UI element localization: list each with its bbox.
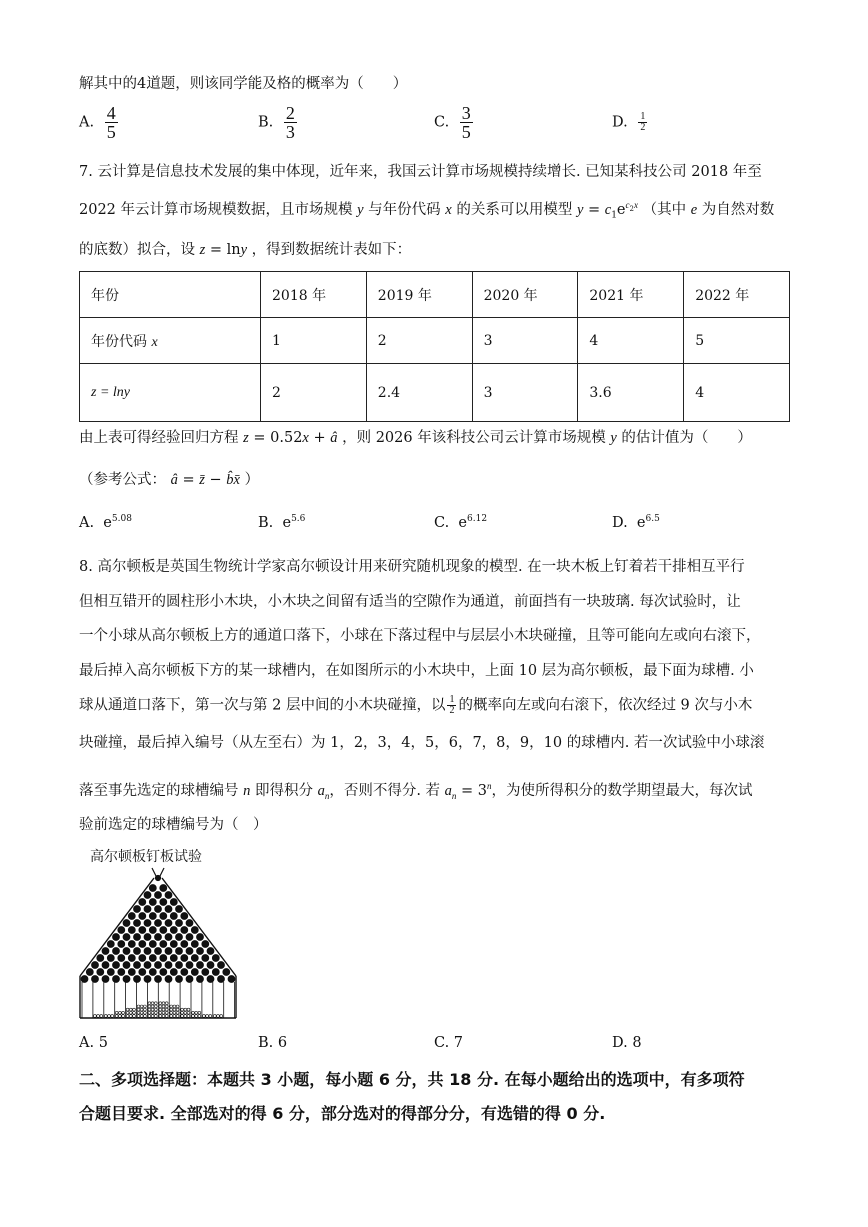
- peg: [123, 962, 130, 969]
- peg: [92, 976, 99, 983]
- ball: [176, 1005, 179, 1008]
- ball: [133, 1008, 136, 1011]
- figure-title: 高尔顿板钉板试验: [90, 849, 202, 865]
- table-cell: 3: [472, 318, 578, 364]
- peg: [202, 955, 209, 962]
- ball: [187, 1015, 190, 1018]
- ball: [162, 1005, 165, 1008]
- ball: [176, 1008, 179, 1011]
- q8-option-c[interactable]: C. 7: [434, 1035, 464, 1051]
- peg: [118, 941, 125, 948]
- table-cell: 年份: [80, 272, 261, 318]
- peg: [202, 969, 209, 976]
- peg: [165, 962, 172, 969]
- peg: [186, 976, 193, 983]
- ball: [154, 1011, 157, 1014]
- ball: [148, 1005, 151, 1008]
- peg: [165, 906, 172, 913]
- peg: [123, 934, 130, 941]
- peg: [170, 927, 177, 934]
- section-2-heading: 二、多项选择题：本题共 3 小题，每小题 6 分，共 18 分. 在每小题给出的选项中，有多项符: [79, 1070, 745, 1089]
- peg: [176, 962, 183, 969]
- peg: [107, 969, 114, 976]
- ball: [173, 1005, 176, 1008]
- ball: [129, 1008, 132, 1011]
- ball: [209, 1015, 212, 1018]
- peg: [170, 969, 177, 976]
- peg: [139, 955, 146, 962]
- table-cell: 2018 年: [261, 272, 367, 318]
- ball: [184, 1008, 187, 1011]
- ball: [111, 1015, 114, 1018]
- peg: [149, 913, 156, 920]
- peg: [128, 969, 135, 976]
- q7-line-4: 由上表可得经验回归方程 z = 0.52x + â ，则 2026 年该科技公司云计算市场规模 y 的估计值为（ ）: [79, 430, 752, 446]
- ball: [165, 1015, 168, 1018]
- table-row: [80, 318, 790, 364]
- peg: [176, 948, 183, 955]
- peg: [149, 899, 156, 906]
- ball: [148, 1011, 151, 1014]
- peg: [170, 899, 177, 906]
- ball: [176, 1011, 179, 1014]
- peg: [92, 962, 99, 969]
- ball: [140, 1008, 143, 1011]
- q7-option-c[interactable]: C. $e^{6.12}$: [434, 514, 488, 531]
- peg: [202, 941, 209, 948]
- peg: [186, 934, 193, 941]
- ball: [159, 1002, 162, 1005]
- peg: [207, 976, 214, 983]
- peg: [134, 976, 141, 983]
- ball: [170, 1005, 173, 1008]
- ball: [100, 1015, 103, 1018]
- ball: [151, 1011, 154, 1014]
- table-cell: 2: [366, 318, 472, 364]
- table-cell: 年份代码 x: [80, 318, 261, 364]
- peg: [165, 892, 172, 899]
- q7-line-3: 的底数）拟合，设 z = lny ，得到数据统计表如下：: [79, 242, 412, 258]
- peg: [191, 955, 198, 962]
- ball: [176, 1015, 179, 1018]
- table-cell: 4: [684, 364, 790, 422]
- peg: [149, 941, 156, 948]
- ball: [154, 1005, 157, 1008]
- ball: [170, 1015, 173, 1018]
- ball: [140, 1011, 143, 1014]
- table-cell: 3: [472, 364, 578, 422]
- ball: [220, 1015, 223, 1018]
- peg: [128, 927, 135, 934]
- peg: [134, 906, 141, 913]
- ball: [122, 1015, 125, 1018]
- peg: [155, 906, 162, 913]
- q7-line-5: （参考公式： â = z̄ − b̂x̄ ）: [79, 472, 260, 488]
- peg: [149, 955, 156, 962]
- peg: [170, 941, 177, 948]
- peg: [134, 920, 141, 927]
- peg: [218, 976, 225, 983]
- ball: [137, 1008, 140, 1011]
- peg: [86, 969, 93, 976]
- ball: [140, 1015, 143, 1018]
- ball: [187, 1011, 190, 1014]
- ball: [137, 1015, 140, 1018]
- peg: [107, 955, 114, 962]
- ball: [173, 1015, 176, 1018]
- table-cell: z = lny: [80, 364, 261, 422]
- peg: [165, 976, 172, 983]
- peg: [81, 976, 88, 983]
- ball: [151, 1008, 154, 1011]
- table-cell: 2: [261, 364, 367, 422]
- q8-option-d[interactable]: D. 8: [612, 1035, 642, 1051]
- peg: [207, 962, 214, 969]
- ball: [144, 1011, 147, 1014]
- table-cell: 2022 年: [684, 272, 790, 318]
- peg: [123, 948, 130, 955]
- peg: [176, 976, 183, 983]
- ball: [108, 1015, 111, 1018]
- peg: [228, 976, 235, 983]
- ball: [144, 1005, 147, 1008]
- peg: [181, 969, 188, 976]
- q8-line-6: 块碰撞，最后掉入编号（从左至右）为 1，2，3，4，5，6，7，8，9，10 的球槽内. 若一次试验中小球滚: [79, 735, 765, 751]
- q8-line-2: 但相互错开的圆柱形小木块，小木块之间留有适当的空隙作为通道，前面挡有一块玻璃. 每次试验时，让: [79, 594, 741, 610]
- ball: [173, 1008, 176, 1011]
- peg: [97, 955, 104, 962]
- peg: [186, 962, 193, 969]
- ball: [162, 1011, 165, 1014]
- ball: [203, 1015, 206, 1018]
- q8-option-b[interactable]: B. 6: [258, 1035, 288, 1051]
- peg: [197, 934, 204, 941]
- peg: [155, 962, 162, 969]
- q8-line-3: 一个小球从高尔顿板上方的通道口落下，小球在下落过程中与层层小木块碰撞，且等可能向左或向右滚下，: [79, 628, 761, 644]
- ball: [133, 1011, 136, 1014]
- q7-line-2: 2022 年云计算市场规模数据，且市场规模 y 与年份代码 x 的关系可以用模型 $y = c_1e^{c_2x}$ （其中 e 为自然对数: [79, 200, 775, 221]
- ball: [115, 1015, 118, 1018]
- peg: [118, 955, 125, 962]
- ball: [195, 1015, 198, 1018]
- peg: [102, 948, 109, 955]
- section-2-instructions: 合题目要求. 全部选对的得 6 分，部分选对的得部分分，有选错的得 0 分.: [79, 1104, 606, 1123]
- galton-board-figure: [76, 866, 240, 1026]
- table-cell: 5: [684, 318, 790, 364]
- ball: [137, 1005, 140, 1008]
- peg: [118, 969, 125, 976]
- peg: [176, 934, 183, 941]
- peg: [186, 920, 193, 927]
- peg: [113, 948, 120, 955]
- peg: [155, 976, 162, 983]
- peg: [113, 934, 120, 941]
- ball: [104, 1015, 107, 1018]
- ball: [165, 1002, 168, 1005]
- peg: [160, 927, 167, 934]
- table-cell: 2.4: [366, 364, 472, 422]
- peg: [181, 927, 188, 934]
- ball: [137, 1011, 140, 1014]
- ball: [184, 1015, 187, 1018]
- peg: [97, 969, 104, 976]
- peg: [155, 892, 162, 899]
- peg: [155, 934, 162, 941]
- peg: [107, 941, 114, 948]
- ball: [151, 1005, 154, 1008]
- table-cell: 4: [578, 318, 684, 364]
- peg: [118, 927, 125, 934]
- ball: [187, 1008, 190, 1011]
- peg: [144, 948, 151, 955]
- ball: [213, 1015, 216, 1018]
- ball: [133, 1015, 136, 1018]
- peg: [160, 885, 167, 892]
- peg: [123, 920, 130, 927]
- q7-line-1: 7. 云计算是信息技术发展的集中体现，近年来，我国云计算市场规模持续增长. 已知某科技公司 2018 年至: [79, 164, 762, 180]
- peg: [102, 962, 109, 969]
- ball: [144, 1015, 147, 1018]
- table-row: [80, 364, 790, 422]
- peg: [176, 906, 183, 913]
- peg: [160, 913, 167, 920]
- ball: [129, 1011, 132, 1014]
- peg: [160, 969, 167, 976]
- ball: [126, 1015, 129, 1018]
- q7-option-b[interactable]: B. $e^{5.6}$: [258, 514, 306, 531]
- ball: [148, 1002, 151, 1005]
- peg: [197, 948, 204, 955]
- peg: [197, 976, 204, 983]
- ball: [126, 1011, 129, 1014]
- peg: [128, 955, 135, 962]
- peg: [223, 969, 230, 976]
- ball: [165, 1008, 168, 1011]
- q8-line-8: 验前选定的球槽编号为（ ）: [79, 817, 268, 833]
- ball: [162, 1002, 165, 1005]
- q8-line-7: 落至事先选定的球槽编号 n 即得积分 $a_n$，否则不得分. 若 $a_n = 3^n$，为使所得积分的数学期望最大，每次试: [79, 781, 753, 801]
- q8-line-4: 最后掉入高尔顿板下方的某一球槽内，在如图所示的小木块中，上面 10 层为高尔顿板，最下面为球槽. 小: [79, 663, 754, 679]
- peg: [128, 913, 135, 920]
- peg: [155, 948, 162, 955]
- peg: [134, 934, 141, 941]
- q6-option-d[interactable]: D. $\frac{1}{2}$: [612, 111, 646, 133]
- ball: [159, 1005, 162, 1008]
- q7-option-a[interactable]: A. $e^{5.08}$: [79, 514, 132, 531]
- peg: [155, 875, 160, 880]
- q6-option-b[interactable]: B. $\frac{2}{3}$: [258, 103, 295, 142]
- ball: [162, 1008, 165, 1011]
- ball: [148, 1015, 151, 1018]
- peg: [134, 962, 141, 969]
- ball: [198, 1011, 201, 1014]
- peg: [155, 920, 162, 927]
- peg: [212, 955, 219, 962]
- peg: [134, 948, 141, 955]
- table-cell: 1: [261, 318, 367, 364]
- peg: [160, 941, 167, 948]
- ball: [126, 1008, 129, 1011]
- table-cell: 2021 年: [578, 272, 684, 318]
- ball: [148, 1008, 151, 1011]
- peg: [191, 969, 198, 976]
- peg: [139, 913, 146, 920]
- ball: [162, 1015, 165, 1018]
- peg: [139, 927, 146, 934]
- peg: [149, 885, 156, 892]
- ball: [181, 1015, 184, 1018]
- peg: [160, 955, 167, 962]
- ball: [206, 1015, 209, 1018]
- ball: [154, 1015, 157, 1018]
- peg: [144, 962, 151, 969]
- peg: [113, 976, 120, 983]
- ball: [119, 1011, 122, 1014]
- ball: [140, 1005, 143, 1008]
- q7-option-d[interactable]: D. $e^{6.5}$: [612, 514, 660, 531]
- peg: [176, 920, 183, 927]
- table-cell: 3.6: [578, 364, 684, 422]
- ball: [154, 1002, 157, 1005]
- peg: [144, 976, 151, 983]
- ball: [165, 1005, 168, 1008]
- q8-option-a[interactable]: A. 5: [79, 1035, 108, 1051]
- ball: [195, 1011, 198, 1014]
- table-row: [80, 272, 790, 318]
- peg: [102, 976, 109, 983]
- q6-option-a[interactable]: A. $\frac{4}{5}$: [79, 103, 116, 142]
- statistics-table: [79, 271, 790, 422]
- q6-option-c[interactable]: C. $\frac{3}{5}$: [434, 103, 471, 142]
- peg: [123, 976, 130, 983]
- table-cell: 2019 年: [366, 272, 472, 318]
- peg: [113, 962, 120, 969]
- ball: [129, 1015, 132, 1018]
- peg: [186, 948, 193, 955]
- ball: [151, 1002, 154, 1005]
- peg: [191, 941, 198, 948]
- ball: [159, 1008, 162, 1011]
- ball: [159, 1011, 162, 1014]
- ball: [159, 1015, 162, 1018]
- table-cell: 2020 年: [472, 272, 578, 318]
- peg: [197, 962, 204, 969]
- peg: [165, 920, 172, 927]
- q8-line-5: 球从通道口落下，第一次与第 2 层中间的小木块碰撞，以 $\frac{1}{2}$ 的概率向左或向右滚下，依次经过 9 次与小木: [79, 694, 753, 716]
- peg: [191, 927, 198, 934]
- ball: [217, 1015, 220, 1018]
- ball: [144, 1008, 147, 1011]
- ball: [198, 1015, 201, 1018]
- peg: [128, 941, 135, 948]
- peg: [144, 934, 151, 941]
- peg: [170, 955, 177, 962]
- peg: [165, 934, 172, 941]
- ball: [115, 1011, 118, 1014]
- peg: [139, 899, 146, 906]
- q8-line-1: 8. 高尔顿板是英国生物统计学家高尔顿设计用来研究随机现象的模型. 在一块木板上钉着若干排相互平行: [79, 559, 745, 575]
- peg: [144, 920, 151, 927]
- peg: [181, 941, 188, 948]
- ball: [151, 1015, 154, 1018]
- ball: [181, 1008, 184, 1011]
- peg: [139, 941, 146, 948]
- ball: [170, 1011, 173, 1014]
- peg: [149, 927, 156, 934]
- peg: [149, 969, 156, 976]
- peg: [139, 969, 146, 976]
- peg: [218, 962, 225, 969]
- ball: [94, 1015, 97, 1018]
- peg: [144, 892, 151, 899]
- ball: [97, 1015, 100, 1018]
- ball: [192, 1011, 195, 1014]
- peg: [165, 948, 172, 955]
- ball: [173, 1011, 176, 1014]
- peg: [170, 913, 177, 920]
- peg: [160, 899, 167, 906]
- ball: [184, 1011, 187, 1014]
- q6-stem-end: 解其中的4道题，则该同学能及格的概率为（ ）: [79, 76, 408, 92]
- ball: [192, 1015, 195, 1018]
- peg: [212, 969, 219, 976]
- ball: [122, 1011, 125, 1014]
- peg: [181, 955, 188, 962]
- ball: [165, 1011, 168, 1014]
- ball: [154, 1008, 157, 1011]
- ball: [119, 1015, 122, 1018]
- peg: [144, 906, 151, 913]
- ball: [170, 1008, 173, 1011]
- peg: [207, 948, 214, 955]
- peg: [181, 913, 188, 920]
- ball: [181, 1011, 184, 1014]
